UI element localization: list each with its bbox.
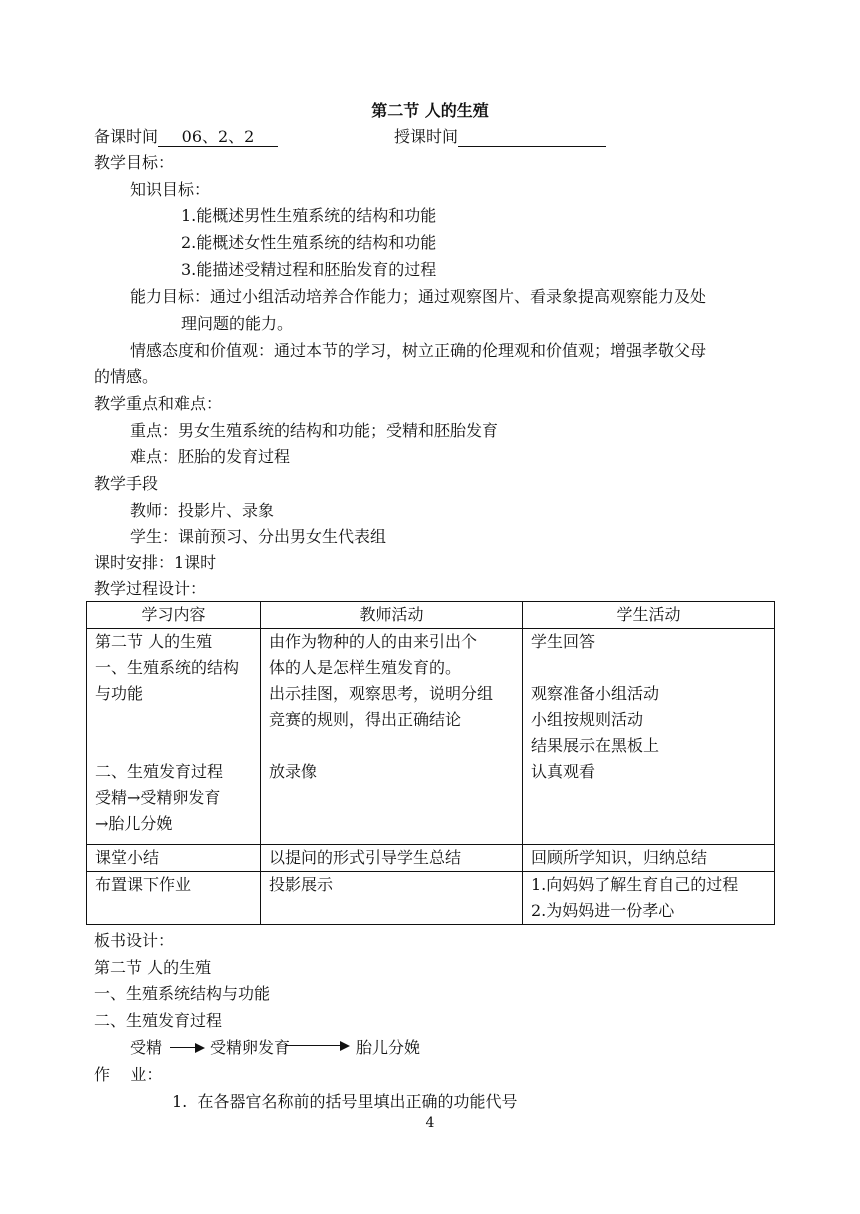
table-row xyxy=(87,872,775,925)
flow-step-1: 受精 xyxy=(130,1038,163,1057)
row1-teacher-cell xyxy=(261,629,523,845)
board-line-2: 一、生殖系统结构与功能 xyxy=(94,984,271,1003)
cell-line: 认真观看 xyxy=(531,762,596,781)
prep-time-value: 06、2、2 xyxy=(158,128,278,147)
knowledge-item-1: 1.能概述男性生殖系统的结构和功能 xyxy=(181,206,437,225)
row2-teacher-cell: 以提问的形式引导学生总结 xyxy=(261,845,523,872)
lesson-plan-table xyxy=(86,601,775,925)
emotion-line-2: 的情感。 xyxy=(94,367,159,386)
cell-line: 受精→受精卵发育 xyxy=(95,788,221,807)
row1-student-cell xyxy=(523,629,775,845)
knowledge-item-2: 2.能概述女性生殖系统的结构和功能 xyxy=(181,233,437,252)
flow-arrow-1-line xyxy=(170,1047,196,1048)
cell-spacer xyxy=(269,733,514,759)
cell-line: 二、生殖发育过程 xyxy=(95,762,224,781)
flow-arrow-2-line xyxy=(285,1045,341,1046)
table-row xyxy=(87,629,775,845)
flow-arrow-2-icon xyxy=(340,1041,350,1051)
homework-heading: 作 业： xyxy=(94,1065,163,1084)
cell-line: 由作为物种的人的由来引出个 xyxy=(269,632,478,651)
board-line-1: 第二节 人的生殖 xyxy=(94,958,212,977)
cell-line: →胎儿分娩 xyxy=(95,814,173,833)
cell-line: 观察准备小组活动 xyxy=(531,684,660,703)
cell-spacer xyxy=(95,707,252,759)
cell-spacer xyxy=(531,655,766,681)
objectives-heading: 教学目标： xyxy=(94,153,175,172)
cell-line: 学生回答 xyxy=(531,632,596,651)
board-heading: 板书设计： xyxy=(94,931,175,950)
ability-line-2: 理问题的能力。 xyxy=(181,314,294,333)
flow-step-2: 受精卵发育 xyxy=(210,1038,291,1057)
page-title: 第二节 人的生殖 xyxy=(371,101,489,120)
means-heading: 教学手段 xyxy=(94,474,159,493)
cell-line: 1.向妈妈了解生育自己的过程 xyxy=(531,875,739,894)
difficulty-line: 难点：胚胎的发育过程 xyxy=(130,447,291,466)
homework-item-1: 1. 在各器官名称前的括号里填出正确的功能代号 xyxy=(172,1092,518,1111)
means-teacher: 教师：投影片、录象 xyxy=(130,501,275,520)
row2-student-cell: 回顾所学知识，归纳总结 xyxy=(523,845,775,872)
row3-content-cell: 布置课下作业 xyxy=(87,872,261,925)
prep-time-label: 备课时间 xyxy=(94,127,159,146)
teach-time-value xyxy=(458,146,606,147)
header-student: 学生活动 xyxy=(523,602,775,629)
teach-time-line xyxy=(394,127,606,147)
knowledge-heading: 知识目标： xyxy=(130,180,211,199)
table-row xyxy=(87,845,775,872)
emotion-line-1: 情感态度和价值观：通过本节的学习，树立正确的伦理观和价值观；增强孝敬父母 xyxy=(130,341,707,360)
cell-line: 小组按规则活动 xyxy=(531,710,644,729)
teach-time-label: 授课时间 xyxy=(394,127,459,146)
cell-line: 一、生殖系统的结构 xyxy=(95,658,240,677)
process-heading: 教学过程设计： xyxy=(94,579,207,598)
row1-content-cell xyxy=(87,629,261,845)
board-line-3: 二、生殖发育过程 xyxy=(94,1011,223,1030)
cell-line: 与功能 xyxy=(95,684,144,703)
hours-line: 课时安排：1课时 xyxy=(94,553,217,572)
cell-line: 结果展示在黑板上 xyxy=(531,736,660,755)
page-number: 4 xyxy=(425,1115,435,1131)
ability-line-1: 能力目标：通过小组活动培养合作能力；通过观察图片、看录象提高观察能力及处 xyxy=(130,287,707,306)
cell-line: 第二节 人的生殖 xyxy=(95,632,213,651)
key-points-heading: 教学重点和难点： xyxy=(94,394,223,413)
table-header-row xyxy=(87,602,775,629)
means-student: 学生：课前预习、分出男女生代表组 xyxy=(130,527,387,546)
cell-line: 竞赛的规则，得出正确结论 xyxy=(269,710,462,729)
row3-teacher-cell: 投影展示 xyxy=(261,872,523,925)
knowledge-item-3: 3.能描述受精过程和胚胎发育的过程 xyxy=(181,260,437,279)
header-teacher: 教师活动 xyxy=(261,602,523,629)
row2-content-cell: 课堂小结 xyxy=(87,845,261,872)
cell-line: 2.为妈妈进一份孝心 xyxy=(531,901,675,920)
flow-arrow-1-icon xyxy=(195,1043,205,1053)
row3-student-cell xyxy=(523,872,775,925)
cell-line: 体的人是怎样生殖发育的。 xyxy=(269,658,462,677)
cell-line: 出示挂图，观察思考，说明分组 xyxy=(269,684,494,703)
cell-line: 放录像 xyxy=(269,762,318,781)
header-content: 学习内容 xyxy=(87,602,261,629)
focus-line: 重点：男女生殖系统的结构和功能；受精和胚胎发育 xyxy=(130,421,499,440)
prep-time-line xyxy=(94,127,278,147)
flow-step-3: 胎儿分娩 xyxy=(356,1038,421,1057)
